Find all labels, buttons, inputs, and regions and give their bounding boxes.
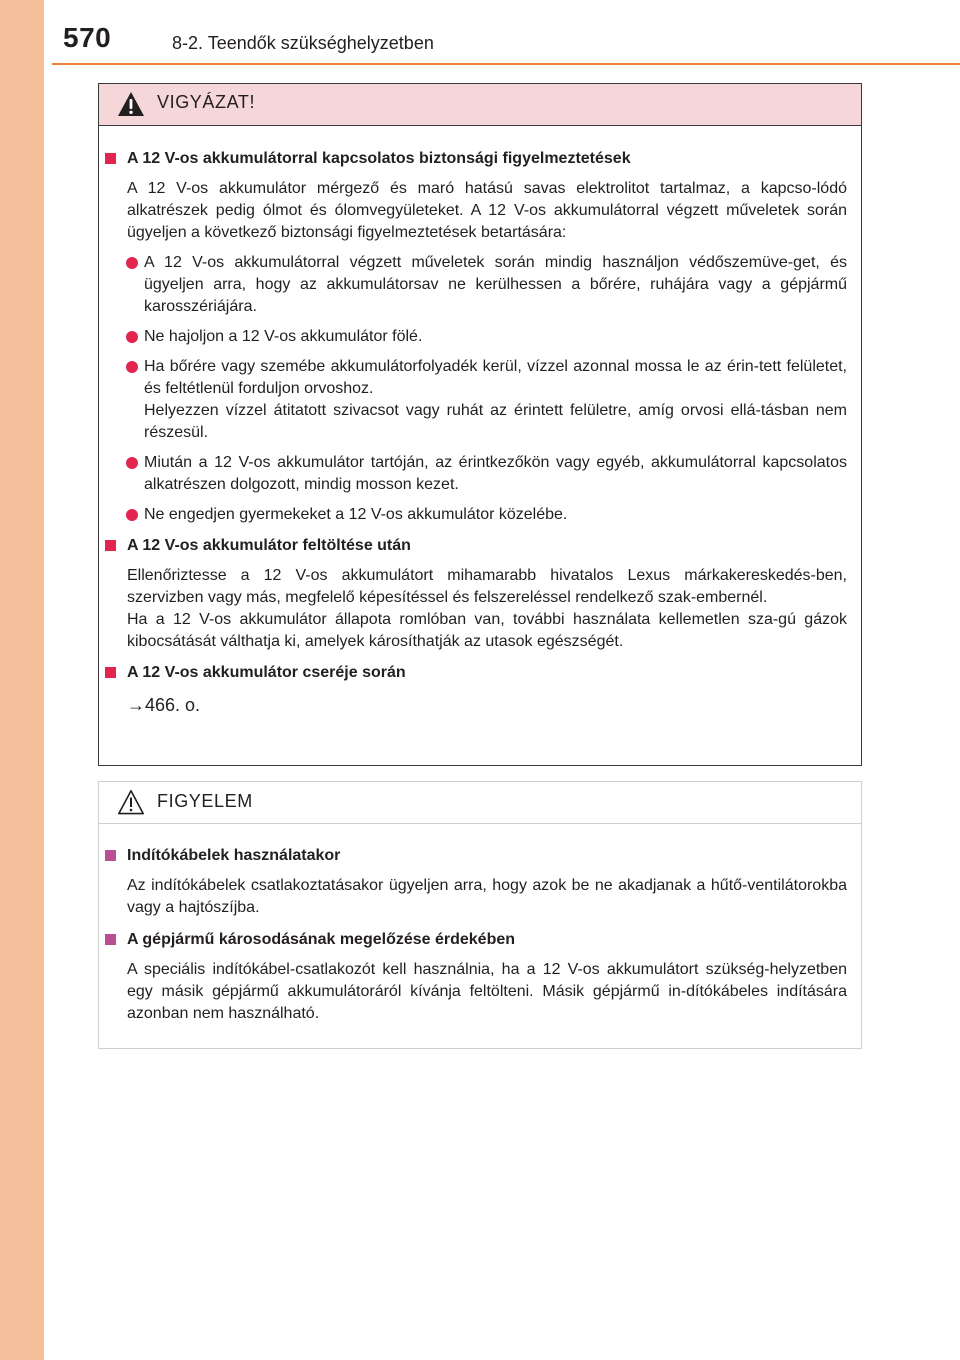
square-bullet-icon	[105, 540, 116, 551]
list-item: Miután a 12 V-os akkumulátor tartóján, az érintkezőkön vagy egyéb, akkumulátorral kapcsolatos alkatrészen dolgozott, mindig mosson kezet.	[99, 452, 853, 496]
round-bullet-icon	[126, 457, 138, 469]
page-header	[0, 0, 960, 66]
notice-section	[99, 928, 853, 1025]
caution-section	[99, 534, 853, 653]
round-bullet-icon	[126, 331, 138, 343]
section-heading: A 12 V-os akkumulátorral kapcsolatos biztonsági figyelmeztetések	[99, 147, 853, 171]
notice-header	[99, 782, 861, 824]
paragraph: Ha a 12 V-os akkumulátor állapota romlóban van, további használata kellemetlen sza-gú gázok kibocsátását válthatja ki, amelyek károsíthatják az utasok egészségét.	[127, 611, 847, 650]
round-bullet-icon	[126, 509, 138, 521]
page-number: 570	[63, 22, 112, 53]
notice-body	[99, 844, 861, 1025]
warning-outline-icon	[117, 789, 145, 815]
caution-header	[99, 84, 861, 126]
paragraph: A 12 V-os akkumulátor mérgező és maró hatású savas elektrolitot tartalmaz, a kapcso-lódó alkatrészek pedig ólmot és ólomvegyületeket. A 12 V-os akkumulátorral végzett műveletek során ügyeljen a következő biztonsági figyelmeztetések betartására:	[127, 180, 847, 241]
paragraph: Az indítókábelek csatlakoztatásakor ügyeljen arra, hogy azok be ne akadjanak a hűtő-ventilátorokba vagy a hajtószíjba.	[127, 877, 847, 916]
list-item-continuation: Helyezzen vízzel átitatott szivacsot vagy ruhát az érintett felületre, amíg orvosi ellá-tásban nem részesül.	[144, 402, 847, 441]
list-item: Ne hajoljon a 12 V-os akkumulátor fölé.	[99, 326, 853, 348]
caution-section	[99, 661, 853, 717]
header-divider	[52, 63, 960, 65]
warning-triangle-icon	[117, 91, 145, 117]
notice-section	[99, 844, 853, 919]
list-item: Ha bőrére vagy szemébe akkumulátorfolyadék kerül, vízzel azonnal mossa le az érin-tett felületet, és feltétlenül forduljon orvoshoz. Helyezzen vízzel átitatott szivacsot vagy ruhát az érintett felületre, amíg orvosi ellá-tásban nem részesül.	[99, 356, 853, 444]
side-color-strip	[0, 0, 44, 1360]
notice-title: FIGYELEM	[157, 791, 253, 811]
round-bullet-icon	[126, 257, 138, 269]
round-bullet-icon	[126, 361, 138, 373]
section-heading: A 12 V-os akkumulátor feltöltése után	[99, 534, 853, 558]
square-bullet-icon	[105, 850, 116, 861]
page-reference: →466. o.	[127, 695, 201, 715]
square-bullet-icon	[105, 667, 116, 678]
square-bullet-icon	[105, 934, 116, 945]
square-bullet-icon	[105, 153, 116, 164]
section-heading: A 12 V-os akkumulátor cseréje során	[99, 661, 853, 685]
list-item: Ne engedjen gyermekeket a 12 V-os akkumulátor közelébe.	[99, 504, 853, 526]
notice-box	[98, 781, 862, 1049]
paragraph: A speciális indítókábel-csatlakozót kell használnia, ha a 12 V-os akkumulátort szükség-helyzetben egy másik gépjármű akkumulátoráról kívánja feltölteni. Másik gépjármű in-dítókábeles indítására azonban nem használható.	[127, 961, 847, 1022]
section-heading: Indítókábelek használatakor	[99, 844, 853, 868]
caution-box	[98, 83, 862, 766]
section-heading: A gépjármű károsodásának megelőzése érdekében	[99, 928, 853, 952]
caution-section	[99, 147, 853, 526]
caution-body	[99, 147, 861, 717]
section-title: 8-2. Teendők szükséghelyzetben	[172, 33, 434, 53]
list-item: A 12 V-os akkumulátorral végzett műveletek során mindig használjon védőszemüve-get, és ügyeljen arra, hogy az akkumulátorsav ne kerülhessen a bőrére, ruhájára vagy a gépjármű karosszériájára.	[99, 252, 853, 318]
paragraph: Ellenőriztesse a 12 V-os akkumulátort mihamarabb hivatalos Lexus márkakereskedés-ben, szervizben vagy más, megfelelő képesítéssel és felszereléssel rendelkező szak-embernél.	[127, 567, 847, 606]
caution-title: VIGYÁZAT!	[157, 92, 256, 112]
